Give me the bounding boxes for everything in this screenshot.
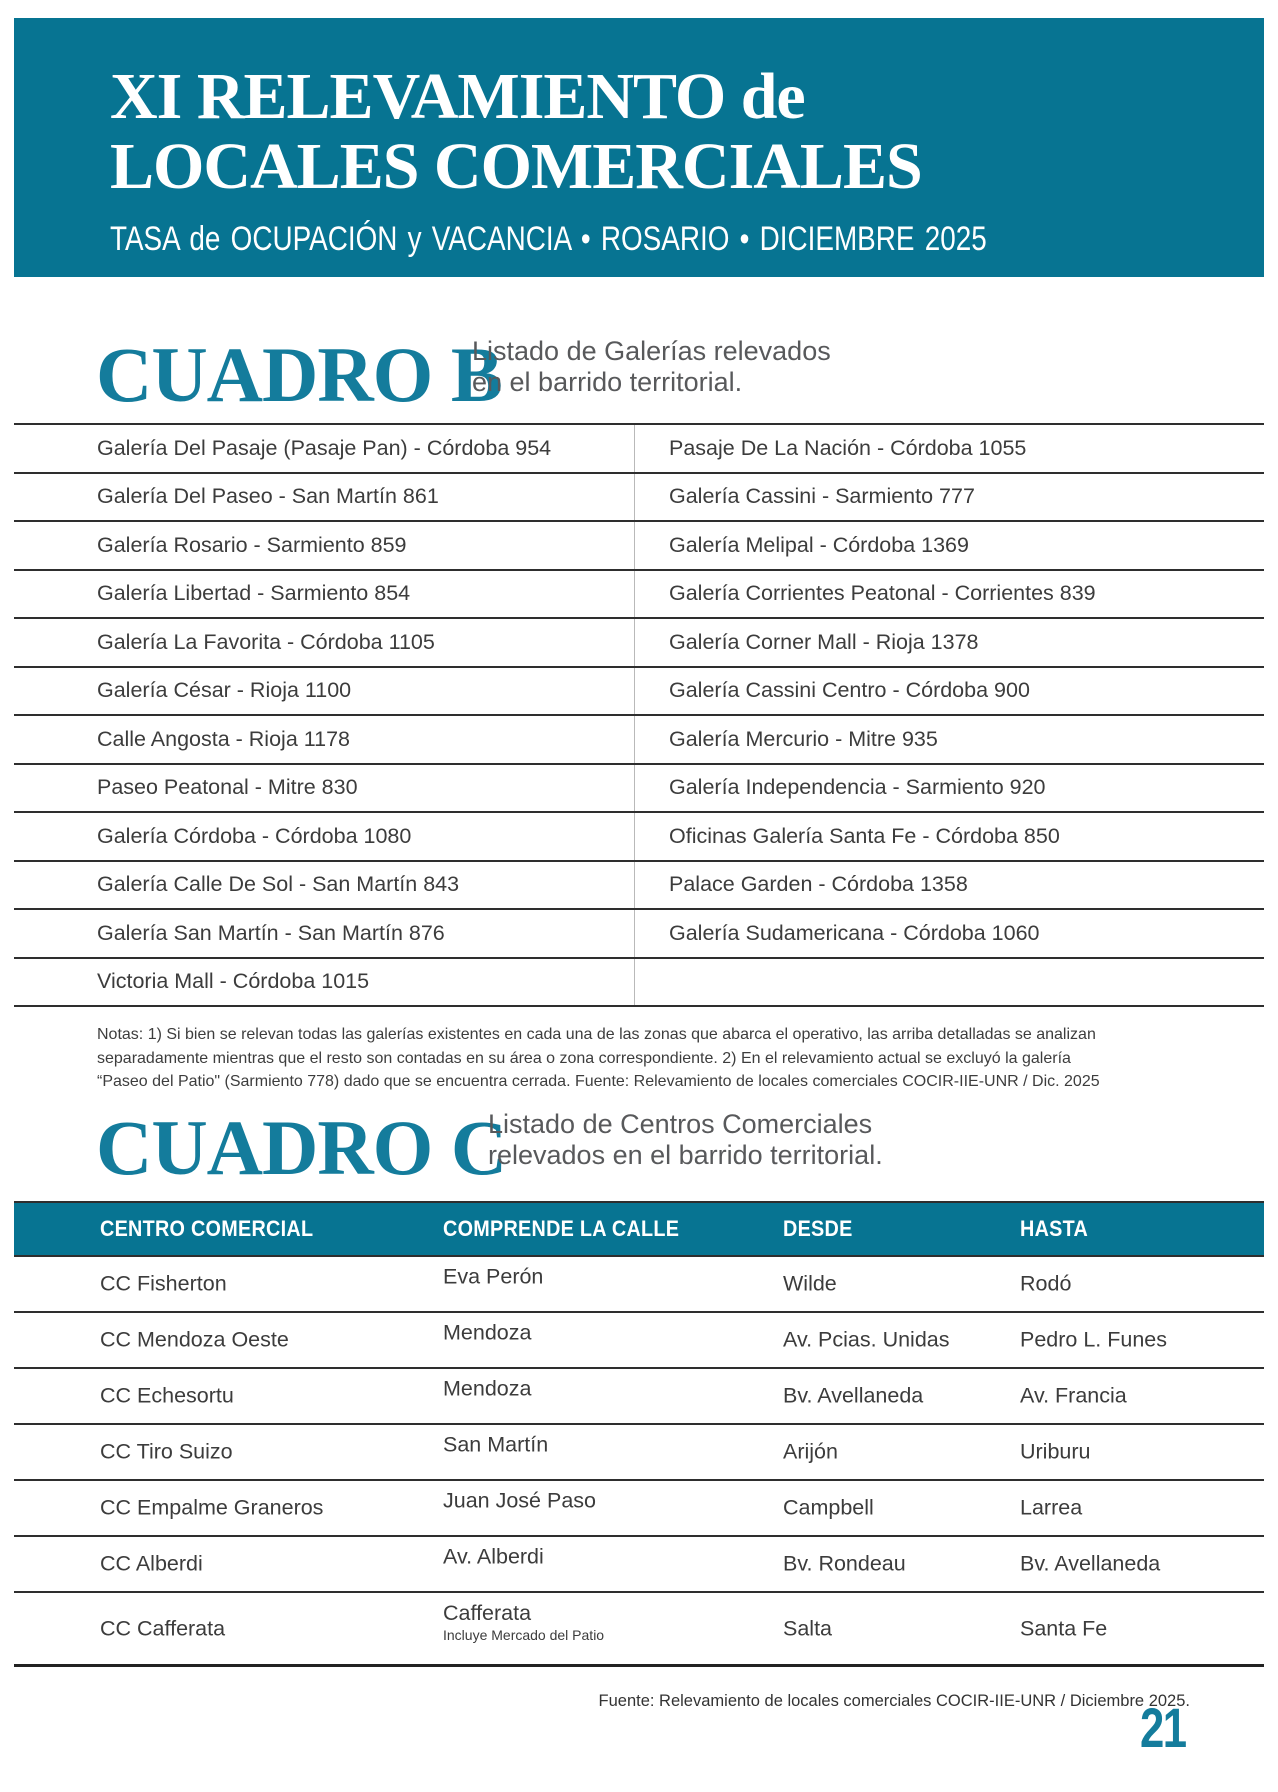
cell-desde: Wilde xyxy=(783,1271,837,1296)
gallery-table-row xyxy=(14,619,1264,668)
header-cell-desde: DESDE xyxy=(783,1216,853,1241)
header-cell-hasta: HASTA xyxy=(1020,1216,1089,1241)
shopping-center-row xyxy=(14,1313,1264,1369)
shopping-center-row xyxy=(14,1481,1264,1537)
cell-centro: CC Fisherton xyxy=(100,1271,227,1296)
gallery-cell: Galería La Favorita - Córdoba 1105 xyxy=(97,629,435,654)
report-subtitle: TASA de OCUPACIÓN y VACANCIA • ROSARIO • DICIEMBRE 2025 xyxy=(110,220,987,258)
report-title-line1: XI RELEVAMIENTO de xyxy=(110,60,805,133)
gallery-table-row xyxy=(14,474,1264,523)
cell-calle-main: Cafferata xyxy=(443,1600,532,1625)
report-title xyxy=(110,62,922,202)
cell-hasta: Rodó xyxy=(1020,1271,1072,1296)
shopping-centers-table-header xyxy=(14,1201,1264,1257)
cell-calle-note: Incluye Mercado del Patio xyxy=(443,1626,605,1643)
gallery-cell: Galería Del Paseo - San Martín 861 xyxy=(97,484,439,509)
gallery-table-row xyxy=(14,765,1264,814)
gallery-cell: Galería Cassini - Sarmiento 777 xyxy=(669,484,975,509)
cell-calle: Eva Perón xyxy=(443,1264,544,1289)
gallery-table-row xyxy=(14,813,1264,862)
gallery-cell: Galería Independencia - Sarmiento 920 xyxy=(669,775,1046,800)
gallery-table-row xyxy=(14,716,1264,765)
cell-calle: Mendoza xyxy=(443,1376,532,1401)
cell-calle: Mendoza xyxy=(443,1320,532,1345)
cell-centro: CC Echesortu xyxy=(100,1383,234,1408)
gallery-cell: Calle Angosta - Rioja 1178 xyxy=(97,726,350,751)
gallery-cell: Galería Sudamericana - Córdoba 1060 xyxy=(669,920,1040,945)
gallery-cell: Galería César - Rioja 1100 xyxy=(97,678,352,703)
shopping-center-row xyxy=(14,1257,1264,1313)
gallery-table-row xyxy=(14,910,1264,959)
notes-line: separadamente mientras que el resto son contadas en su área o zona correspondiente. 2) En el relevamiento actual se excluyó la galería xyxy=(97,1049,1071,1067)
shopping-center-row xyxy=(14,1593,1264,1667)
cell-desde: Salta xyxy=(783,1616,833,1640)
page-number: 21 xyxy=(1140,1696,1186,1759)
gallery-table-row xyxy=(14,668,1264,717)
notes xyxy=(97,1023,1100,1094)
gallery-table-row xyxy=(14,959,1264,1008)
shopping-center-row xyxy=(14,1537,1264,1593)
gallery-table-row xyxy=(14,425,1264,474)
source-footer: Fuente: Relevamiento de locales comerciales COCIR-IIE-UNR / Diciembre 2025. xyxy=(598,1692,1190,1710)
cuadro-c-description xyxy=(488,1109,883,1171)
gallery-cell: Oficinas Galería Santa Fe - Córdoba 850 xyxy=(669,823,1060,848)
cuadro-b-description xyxy=(472,336,831,398)
gallery-table-row xyxy=(14,571,1264,620)
cell-hasta: Pedro L. Funes xyxy=(1020,1327,1168,1352)
shopping-center-row xyxy=(14,1369,1264,1425)
cell-centro: CC Alberdi xyxy=(100,1551,203,1576)
gallery-cell: Palace Garden - Córdoba 1358 xyxy=(669,872,968,897)
cell-calle: Juan José Paso xyxy=(443,1488,596,1513)
cell-desde: Arijón xyxy=(783,1439,838,1464)
cell-desde: Bv. Avellaneda xyxy=(783,1383,924,1408)
gallery-table xyxy=(14,423,1264,1007)
cell-centro: CC Cafferata xyxy=(100,1616,226,1640)
cell-desde: Campbell xyxy=(783,1495,874,1520)
gallery-cell: Paseo Peatonal - Mitre 830 xyxy=(97,775,358,800)
gallery-cell: Galería Del Pasaje (Pasaje Pan) - Córdoba 954 xyxy=(97,435,552,460)
cell-hasta: Bv. Avellaneda xyxy=(1020,1551,1161,1576)
cell-desde: Av. Pcias. Unidas xyxy=(783,1327,950,1352)
header-cell-comprende-la-calle: COMPRENDE LA CALLE xyxy=(443,1216,680,1241)
shopping-centers-table xyxy=(14,1257,1264,1667)
cell-centro: CC Mendoza Oeste xyxy=(100,1327,289,1352)
cell-calle: Av. Alberdi xyxy=(443,1544,544,1569)
gallery-cell: Galería Cassini Centro - Córdoba 900 xyxy=(669,678,1030,703)
shopping-center-row xyxy=(14,1425,1264,1481)
cuadro-b-description-line1: Listado de Galerías relevados xyxy=(472,336,831,366)
cell-hasta: Av. Francia xyxy=(1020,1383,1127,1408)
cell-centro: CC Tiro Suizo xyxy=(100,1439,233,1464)
gallery-cell: Galería Mercurio - Mitre 935 xyxy=(669,726,938,751)
gallery-cell: Galería Rosario - Sarmiento 859 xyxy=(97,532,407,557)
gallery-cell: Galería San Martín - San Martín 876 xyxy=(97,920,445,945)
cuadro-c-description-line2: relevados en el barrido territorial. xyxy=(488,1140,883,1170)
cell-calle xyxy=(443,1601,604,1643)
cuadro-c-title: CUADRO C xyxy=(96,1104,507,1191)
notes-line: “Paseo del Patio" (Sarmiento 778) dado que se encuentra cerrada. Fuente: Relevamiento de locales comerciales COCIR-IIE-UNR / Dic. 2025 xyxy=(97,1073,1100,1090)
header-banner xyxy=(14,18,1264,277)
gallery-cell: Galería Calle De Sol - San Martín 843 xyxy=(97,872,460,897)
notes-line: Notas: 1) Si bien se relevan todas las galerías existentes en cada una de las zonas que abarca el operativo, las arriba detalladas se analizan xyxy=(97,1026,1096,1043)
gallery-cell: Galería Melipal - Córdoba 1369 xyxy=(669,532,969,557)
gallery-table-row xyxy=(14,522,1264,571)
gallery-table-row xyxy=(14,862,1264,911)
cell-centro: CC Empalme Graneros xyxy=(100,1495,324,1520)
gallery-cell: Galería Corrientes Peatonal - Corrientes 839 xyxy=(669,581,1096,606)
cell-hasta: Larrea xyxy=(1020,1495,1083,1520)
gallery-cell: Pasaje De La Nación - Córdoba 1055 xyxy=(669,435,1027,460)
gallery-cell: Victoria Mall - Córdoba 1015 xyxy=(97,969,370,994)
cell-hasta: Uriburu xyxy=(1020,1439,1091,1464)
gallery-cell: Galería Córdoba - Córdoba 1080 xyxy=(97,823,412,848)
gallery-cell: Galería Corner Mall - Rioja 1378 xyxy=(669,629,979,654)
gallery-cell: Galería Libertad - Sarmiento 854 xyxy=(97,581,411,606)
report-title-line2: LOCALES COMERCIALES xyxy=(110,130,922,203)
cuadro-c-description-line1: Listado de Centros Comerciales xyxy=(488,1109,873,1139)
cell-hasta: Santa Fe xyxy=(1020,1616,1108,1640)
cuadro-b-description-line2: en el barrido territorial. xyxy=(472,367,743,397)
cell-desde: Bv. Rondeau xyxy=(783,1551,906,1576)
header-cell-centro-comercial: CENTRO COMERCIAL xyxy=(100,1216,314,1241)
cell-calle: San Martín xyxy=(443,1432,549,1457)
cuadro-b-title: CUADRO B xyxy=(96,331,502,418)
